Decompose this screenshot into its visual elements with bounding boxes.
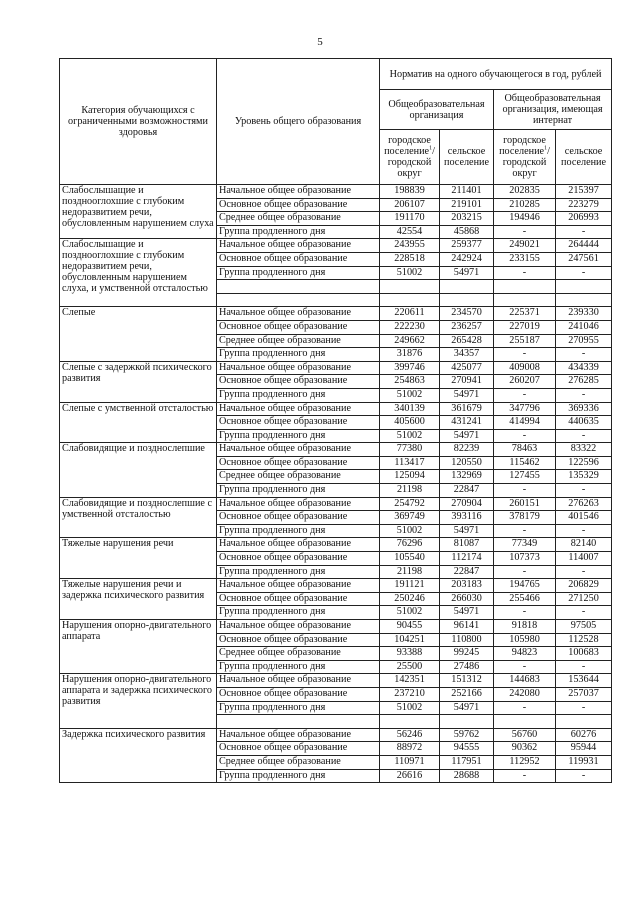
value-cell: 115462 xyxy=(494,456,556,470)
level-cell: Начальное общее образование xyxy=(217,443,380,457)
value-cell: 117951 xyxy=(440,755,494,769)
value-cell xyxy=(440,715,494,729)
value-cell: 142351 xyxy=(380,674,440,688)
value-cell: 54971 xyxy=(440,388,494,402)
value-cell: 270904 xyxy=(440,497,494,511)
value-cell: 21198 xyxy=(380,565,440,579)
value-cell: 203215 xyxy=(440,212,494,226)
value-cell xyxy=(556,280,612,294)
value-cell: 107373 xyxy=(494,552,556,566)
table-row xyxy=(60,728,612,742)
level-cell: Начальное общее образование xyxy=(217,239,380,253)
value-cell: 222230 xyxy=(380,320,440,334)
level-cell: Начальное общее образование xyxy=(217,620,380,634)
value-cell: 60276 xyxy=(556,728,612,742)
value-cell: 239330 xyxy=(556,307,612,321)
value-cell: 369749 xyxy=(380,511,440,525)
level-cell: Группа продленного дня xyxy=(217,348,380,362)
table-row xyxy=(60,443,612,457)
value-cell: 194765 xyxy=(494,579,556,593)
value-cell: - xyxy=(494,429,556,443)
value-cell: 202835 xyxy=(494,185,556,199)
level-cell: Среднее общее образование xyxy=(217,470,380,484)
value-cell: 99245 xyxy=(440,647,494,661)
level-cell: Группа продленного дня xyxy=(217,660,380,674)
value-cell: 31876 xyxy=(380,348,440,362)
value-cell: 378179 xyxy=(494,511,556,525)
header-rural-general: сельское поселение xyxy=(440,130,494,185)
header-urban-general xyxy=(380,130,440,185)
level-cell: Группа продленного дня xyxy=(217,266,380,280)
value-cell: 194946 xyxy=(494,212,556,226)
value-cell: 276263 xyxy=(556,497,612,511)
value-cell: 255187 xyxy=(494,334,556,348)
level-cell: Основное общее образование xyxy=(217,511,380,525)
value-cell: 91818 xyxy=(494,620,556,634)
value-cell: 234570 xyxy=(440,307,494,321)
value-cell: 82239 xyxy=(440,443,494,457)
category-cell: Слабовидящие и позднослепшие xyxy=(60,443,217,497)
value-cell: 211401 xyxy=(440,185,494,199)
value-cell: 51002 xyxy=(380,606,440,620)
value-cell xyxy=(440,280,494,294)
value-cell: 51002 xyxy=(380,266,440,280)
value-cell xyxy=(380,280,440,294)
level-cell: Группа продленного дня xyxy=(217,701,380,715)
level-cell: Основное общее образование xyxy=(217,320,380,334)
value-cell: 266030 xyxy=(440,592,494,606)
table-row xyxy=(60,307,612,321)
value-cell: 51002 xyxy=(380,524,440,538)
value-cell: 228518 xyxy=(380,252,440,266)
value-cell: 28688 xyxy=(440,769,494,783)
value-cell: 94555 xyxy=(440,742,494,756)
table-row xyxy=(60,674,612,688)
level-cell: Основное общее образование xyxy=(217,375,380,389)
value-cell: 247561 xyxy=(556,252,612,266)
header-urban-sup: 1 xyxy=(429,145,433,152)
value-cell: 77349 xyxy=(494,538,556,552)
value-cell: 270955 xyxy=(556,334,612,348)
value-cell: 265428 xyxy=(440,334,494,348)
header-level: Уровень общего образования xyxy=(217,59,380,185)
level-cell: Основное общее образование xyxy=(217,633,380,647)
value-cell xyxy=(494,280,556,294)
level-cell xyxy=(217,293,380,307)
table-row xyxy=(60,620,612,634)
header-org-general: Общеобразовательная организация xyxy=(380,90,494,130)
category-cell: Тяжелые нарушения речи и задержка психического развития xyxy=(60,579,217,620)
header-urban-boarding xyxy=(494,130,556,185)
value-cell: 56246 xyxy=(380,728,440,742)
value-cell: - xyxy=(556,524,612,538)
value-cell: 236257 xyxy=(440,320,494,334)
value-cell: 112174 xyxy=(440,552,494,566)
level-cell: Начальное общее образование xyxy=(217,402,380,416)
value-cell: - xyxy=(494,388,556,402)
value-cell: 54971 xyxy=(440,429,494,443)
value-cell: 45868 xyxy=(440,225,494,239)
value-cell: 206107 xyxy=(380,198,440,212)
level-cell: Группа продленного дня xyxy=(217,484,380,498)
value-cell: 242080 xyxy=(494,687,556,701)
level-cell: Основное общее образование xyxy=(217,456,380,470)
level-cell: Начальное общее образование xyxy=(217,579,380,593)
value-cell: - xyxy=(494,484,556,498)
value-cell: 264444 xyxy=(556,239,612,253)
value-cell: - xyxy=(556,701,612,715)
value-cell: - xyxy=(556,769,612,783)
value-cell: 76296 xyxy=(380,538,440,552)
value-cell: 219101 xyxy=(440,198,494,212)
table-row xyxy=(60,579,612,593)
value-cell: - xyxy=(556,266,612,280)
level-cell: Группа продленного дня xyxy=(217,429,380,443)
level-cell: Среднее общее образование xyxy=(217,334,380,348)
level-cell: Начальное общее образование xyxy=(217,185,380,199)
value-cell: 112528 xyxy=(556,633,612,647)
value-cell: 90455 xyxy=(380,620,440,634)
value-cell: - xyxy=(494,606,556,620)
value-cell: 191121 xyxy=(380,579,440,593)
value-cell: 270941 xyxy=(440,375,494,389)
norm-table xyxy=(59,58,612,783)
level-cell: Начальное общее образование xyxy=(217,497,380,511)
value-cell: 27486 xyxy=(440,660,494,674)
table-row xyxy=(60,402,612,416)
value-cell: 113417 xyxy=(380,456,440,470)
value-cell: - xyxy=(556,565,612,579)
level-cell: Основное общее образование xyxy=(217,198,380,212)
level-cell xyxy=(217,715,380,729)
value-cell xyxy=(380,715,440,729)
header-norm: Норматив на одного обучающегося в год, рублей xyxy=(380,59,612,90)
value-cell: 249021 xyxy=(494,239,556,253)
value-cell: - xyxy=(494,348,556,362)
level-cell: Группа продленного дня xyxy=(217,769,380,783)
value-cell: 198839 xyxy=(380,185,440,199)
level-cell: Группа продленного дня xyxy=(217,524,380,538)
level-cell: Группа продленного дня xyxy=(217,606,380,620)
value-cell: 254863 xyxy=(380,375,440,389)
level-cell: Начальное общее образование xyxy=(217,538,380,552)
level-cell: Основное общее образование xyxy=(217,252,380,266)
value-cell: 119931 xyxy=(556,755,612,769)
value-cell: - xyxy=(556,348,612,362)
category-cell: Слепые с умственной отсталостью xyxy=(60,402,217,443)
value-cell: 122596 xyxy=(556,456,612,470)
value-cell: - xyxy=(494,769,556,783)
value-cell: 56760 xyxy=(494,728,556,742)
value-cell: 409008 xyxy=(494,361,556,375)
value-cell xyxy=(380,293,440,307)
table-row xyxy=(60,538,612,552)
value-cell: 83322 xyxy=(556,443,612,457)
value-cell xyxy=(494,715,556,729)
page-number: 5 xyxy=(317,36,323,48)
value-cell: 93388 xyxy=(380,647,440,661)
value-cell: 96141 xyxy=(440,620,494,634)
header-urban-b: / городской округ xyxy=(502,146,550,179)
header-urban-b: / городской округ xyxy=(387,146,435,179)
level-cell: Среднее общее образование xyxy=(217,647,380,661)
value-cell: 88972 xyxy=(380,742,440,756)
value-cell xyxy=(494,293,556,307)
value-cell: 220611 xyxy=(380,307,440,321)
value-cell: - xyxy=(556,225,612,239)
value-cell: 254792 xyxy=(380,497,440,511)
value-cell: 215397 xyxy=(556,185,612,199)
value-cell: 114007 xyxy=(556,552,612,566)
value-cell: 21198 xyxy=(380,484,440,498)
value-cell: 151312 xyxy=(440,674,494,688)
value-cell: 26616 xyxy=(380,769,440,783)
value-cell: 425077 xyxy=(440,361,494,375)
category-cell: Слепые xyxy=(60,307,217,361)
value-cell: 42554 xyxy=(380,225,440,239)
value-cell: 105980 xyxy=(494,633,556,647)
value-cell: 97505 xyxy=(556,620,612,634)
value-cell: 78463 xyxy=(494,443,556,457)
value-cell: 242924 xyxy=(440,252,494,266)
value-cell: 361679 xyxy=(440,402,494,416)
level-cell: Основное общее образование xyxy=(217,552,380,566)
value-cell: 401546 xyxy=(556,511,612,525)
header-org-boarding: Общеобразовательная организация, имеющая интернат xyxy=(494,90,612,130)
value-cell: 255466 xyxy=(494,592,556,606)
value-cell: - xyxy=(494,225,556,239)
category-cell: Нарушения опорно-двигательного аппарата и задержка психического развития xyxy=(60,674,217,728)
level-cell: Основное общее образование xyxy=(217,592,380,606)
value-cell: 249662 xyxy=(380,334,440,348)
value-cell: - xyxy=(556,429,612,443)
category-cell: Слабовидящие и позднослепшие с умственной отсталостью xyxy=(60,497,217,538)
value-cell: 135329 xyxy=(556,470,612,484)
value-cell: 112952 xyxy=(494,755,556,769)
value-cell: 34357 xyxy=(440,348,494,362)
value-cell: 25500 xyxy=(380,660,440,674)
value-cell: 104251 xyxy=(380,633,440,647)
value-cell: 54971 xyxy=(440,524,494,538)
value-cell: 252166 xyxy=(440,687,494,701)
value-cell: - xyxy=(494,565,556,579)
value-cell: 110800 xyxy=(440,633,494,647)
header-urban-sup: 1 xyxy=(544,145,548,152)
value-cell: 257037 xyxy=(556,687,612,701)
value-cell: 210285 xyxy=(494,198,556,212)
value-cell: 393116 xyxy=(440,511,494,525)
table-row xyxy=(60,497,612,511)
value-cell: 225371 xyxy=(494,307,556,321)
value-cell: 340139 xyxy=(380,402,440,416)
header-category: Категория обучающихся с ограниченными возможностями здоровья xyxy=(60,59,217,185)
value-cell: 95944 xyxy=(556,742,612,756)
header-rural-boarding: сельское поселение xyxy=(556,130,612,185)
value-cell: - xyxy=(556,484,612,498)
value-cell: - xyxy=(494,266,556,280)
level-cell: Группа продленного дня xyxy=(217,565,380,579)
value-cell: 82140 xyxy=(556,538,612,552)
value-cell: 347796 xyxy=(494,402,556,416)
value-cell: 434339 xyxy=(556,361,612,375)
value-cell: - xyxy=(494,701,556,715)
value-cell: 399746 xyxy=(380,361,440,375)
value-cell: 206829 xyxy=(556,579,612,593)
value-cell: - xyxy=(494,524,556,538)
header-urban-a: городское поселение xyxy=(499,135,546,157)
value-cell: 51002 xyxy=(380,429,440,443)
value-cell xyxy=(556,715,612,729)
table-header xyxy=(60,59,612,185)
value-cell: 54971 xyxy=(440,701,494,715)
value-cell: 54971 xyxy=(440,606,494,620)
value-cell: - xyxy=(556,606,612,620)
value-cell: 233155 xyxy=(494,252,556,266)
value-cell: 105540 xyxy=(380,552,440,566)
value-cell: 414994 xyxy=(494,416,556,430)
value-cell xyxy=(440,293,494,307)
header-urban-a: городское поселение xyxy=(384,135,431,157)
value-cell: 59762 xyxy=(440,728,494,742)
value-cell: 22847 xyxy=(440,484,494,498)
value-cell: 276285 xyxy=(556,375,612,389)
value-cell: 203183 xyxy=(440,579,494,593)
level-cell xyxy=(217,280,380,294)
value-cell: 125094 xyxy=(380,470,440,484)
level-cell: Начальное общее образование xyxy=(217,361,380,375)
value-cell: - xyxy=(556,660,612,674)
value-cell: 144683 xyxy=(494,674,556,688)
level-cell: Группа продленного дня xyxy=(217,388,380,402)
table-row xyxy=(60,361,612,375)
category-cell: Слепые с задержкой психического развития xyxy=(60,361,217,402)
category-cell: Задержка психического развития xyxy=(60,728,217,782)
value-cell: 22847 xyxy=(440,565,494,579)
value-cell: 191170 xyxy=(380,212,440,226)
value-cell: 250246 xyxy=(380,592,440,606)
value-cell: 94823 xyxy=(494,647,556,661)
value-cell: 227019 xyxy=(494,320,556,334)
value-cell: 51002 xyxy=(380,388,440,402)
level-cell: Начальное общее образование xyxy=(217,307,380,321)
value-cell: 431241 xyxy=(440,416,494,430)
value-cell: 223279 xyxy=(556,198,612,212)
value-cell: 120550 xyxy=(440,456,494,470)
level-cell: Среднее общее образование xyxy=(217,755,380,769)
level-cell: Среднее общее образование xyxy=(217,212,380,226)
level-cell: Начальное общее образование xyxy=(217,674,380,688)
level-cell: Начальное общее образование xyxy=(217,728,380,742)
category-cell: Слабослышащие и позднооглохшие с глубоким недоразвитием речи, обусловленным нарушением слуха xyxy=(60,185,217,239)
value-cell xyxy=(556,293,612,307)
value-cell: 127455 xyxy=(494,470,556,484)
value-cell: 54971 xyxy=(440,266,494,280)
category-cell: Тяжелые нарушения речи xyxy=(60,538,217,579)
value-cell: 81087 xyxy=(440,538,494,552)
value-cell: 369336 xyxy=(556,402,612,416)
level-cell: Группа продленного дня xyxy=(217,225,380,239)
value-cell: 440635 xyxy=(556,416,612,430)
table-body xyxy=(60,185,612,783)
value-cell: - xyxy=(494,660,556,674)
level-cell: Основное общее образование xyxy=(217,687,380,701)
value-cell: 51002 xyxy=(380,701,440,715)
level-cell: Основное общее образование xyxy=(217,742,380,756)
value-cell: - xyxy=(556,388,612,402)
value-cell: 260151 xyxy=(494,497,556,511)
value-cell: 243955 xyxy=(380,239,440,253)
value-cell: 132969 xyxy=(440,470,494,484)
value-cell: 259377 xyxy=(440,239,494,253)
value-cell: 153644 xyxy=(556,674,612,688)
value-cell: 100683 xyxy=(556,647,612,661)
value-cell: 77380 xyxy=(380,443,440,457)
value-cell: 110971 xyxy=(380,755,440,769)
table-row xyxy=(60,239,612,253)
value-cell: 260207 xyxy=(494,375,556,389)
value-cell: 90362 xyxy=(494,742,556,756)
table-row xyxy=(60,185,612,199)
value-cell: 237210 xyxy=(380,687,440,701)
value-cell: 241046 xyxy=(556,320,612,334)
category-cell: Нарушения опорно-двигательного аппарата xyxy=(60,620,217,674)
value-cell: 206993 xyxy=(556,212,612,226)
value-cell: 405600 xyxy=(380,416,440,430)
category-cell: Слабослышащие и позднооглохшие с глубоким недоразвитием речи, обусловленным нарушением слуха, и умственной отсталостью xyxy=(60,239,217,307)
value-cell: 271250 xyxy=(556,592,612,606)
level-cell: Основное общее образование xyxy=(217,416,380,430)
